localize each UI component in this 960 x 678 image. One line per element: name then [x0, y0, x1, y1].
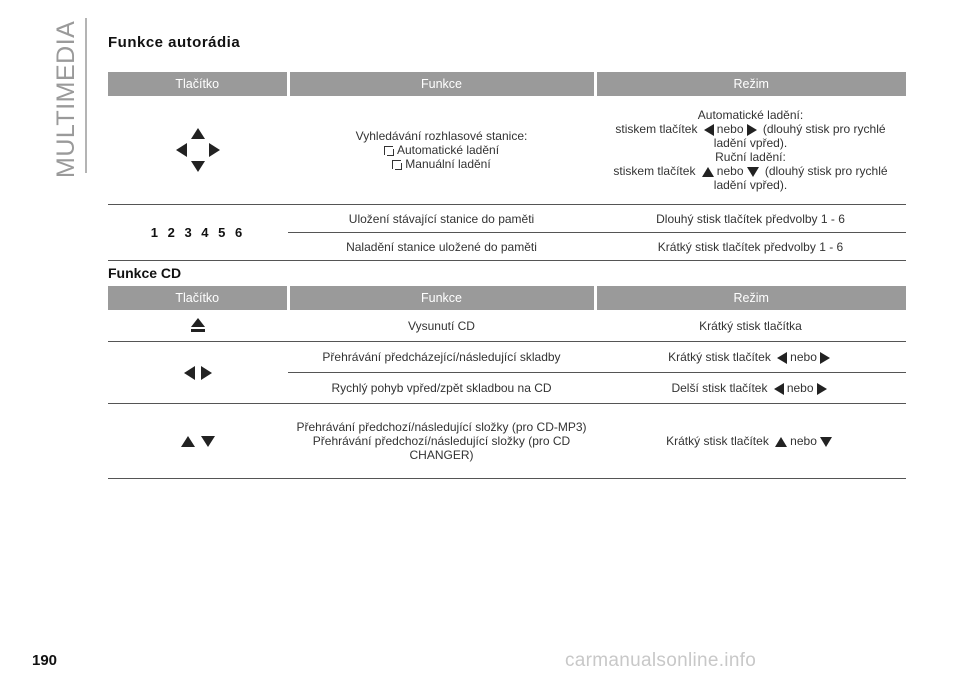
arrow-down-icon: [820, 437, 832, 447]
arrow-up-icon: [181, 436, 195, 447]
arrow-up-icon: [702, 167, 714, 177]
arrow-left-icon: [176, 143, 187, 157]
mode-cell: Krátký stisk tlačítka: [595, 310, 906, 342]
arrow-left-icon: [774, 383, 784, 395]
function-cell: Uložení stávající stanice do paměti: [288, 205, 595, 233]
table-header-row: [108, 286, 906, 310]
arrow-left-icon: [704, 124, 714, 136]
arrow-right-icon: [820, 352, 830, 364]
checkbox-icon: [392, 160, 401, 169]
preset-buttons-label: 1 2 3 4 5 6: [108, 205, 288, 261]
eject-icon: [191, 318, 205, 333]
button-cell: [108, 404, 288, 479]
mode-cell: [595, 96, 906, 205]
function-cell: [288, 96, 595, 205]
mode-cell: Dlouhý stisk tlačítek předvolby 1 - 6: [595, 205, 906, 233]
page-title: Funkce autorádia: [108, 34, 241, 51]
arrow-right-icon: [817, 383, 827, 395]
mode-auto-line: stiskem tlačítek nebo (dlouhý stisk pro rychlé ladění vpřed).: [615, 122, 886, 150]
table-row: [108, 205, 906, 233]
mode-cell: Krátký stisk tlačítek nebo: [595, 404, 906, 479]
arrow-down-icon: [747, 167, 759, 177]
table-row: [108, 96, 906, 205]
header-button: Tlačítko: [108, 72, 288, 96]
function-cell: Rychlý pohyb vpřed/zpět skladbou na CD: [288, 373, 595, 404]
mode-cell: Krátký stisk tlačítek předvolby 1 - 6: [595, 233, 906, 261]
header-mode: Režim: [595, 286, 906, 310]
header-function: Funkce: [288, 286, 595, 310]
function-title: Vyhledávání rozhlasové stanice:: [355, 129, 528, 143]
arrow-left-icon: [184, 366, 195, 380]
arrow-right-icon: [201, 366, 212, 380]
mode-cell: Krátký stisk tlačítek nebo: [595, 342, 906, 373]
function-cell: Vysunutí CD: [288, 310, 595, 342]
mode-auto-title: Automatické ladění:: [697, 108, 804, 122]
direction-arrows-icon: [176, 128, 220, 172]
section-subtitle: Funkce CD: [108, 265, 182, 281]
button-cell: [108, 310, 288, 342]
mode-manual-title: Ruční ladění:: [715, 150, 786, 164]
arrow-right-icon: [209, 143, 220, 157]
section-rule: [85, 18, 87, 173]
table-header-row: [108, 72, 906, 96]
arrow-right-icon: [747, 124, 757, 136]
function-cell: Naladění stanice uložené do paměti: [288, 233, 595, 261]
mode-manual-line: stiskem tlačítek nebo (dlouhý stisk pro rychlé ladění vpřed).: [613, 164, 888, 192]
function-cell: Přehrávání předcházející/následující skladby: [288, 342, 595, 373]
cd-functions-table: [108, 286, 906, 479]
table-row: [108, 342, 906, 373]
section-label: MULTIMEDIA: [52, 20, 80, 178]
arrow-down-icon: [191, 161, 205, 172]
arrow-left-icon: [777, 352, 787, 364]
table-row: [108, 404, 906, 479]
checkbox-icon: [384, 146, 393, 155]
header-function: Funkce: [288, 72, 595, 96]
button-cell: [108, 342, 288, 404]
table-row: [108, 310, 906, 342]
mode-cell: Delší stisk tlačítek nebo: [595, 373, 906, 404]
radio-functions-table: [108, 72, 906, 261]
watermark: carmanualsonline.info: [565, 650, 757, 671]
arrow-down-icon: [201, 436, 215, 447]
arrow-up-icon: [775, 437, 787, 447]
header-mode: Režim: [595, 72, 906, 96]
page-number: 190: [32, 652, 58, 669]
function-cell: Přehrávání předchozí/následující složky (pro CD-MP3) Přehrávání předchozí/následující složky (pro CD CHANGER): [288, 404, 595, 479]
header-button: Tlačítko: [108, 286, 288, 310]
function-item: Automatické ladění: [294, 143, 589, 157]
function-item: Manuální ladění: [294, 157, 589, 171]
arrow-up-icon: [191, 128, 205, 139]
button-cell: [108, 96, 288, 205]
